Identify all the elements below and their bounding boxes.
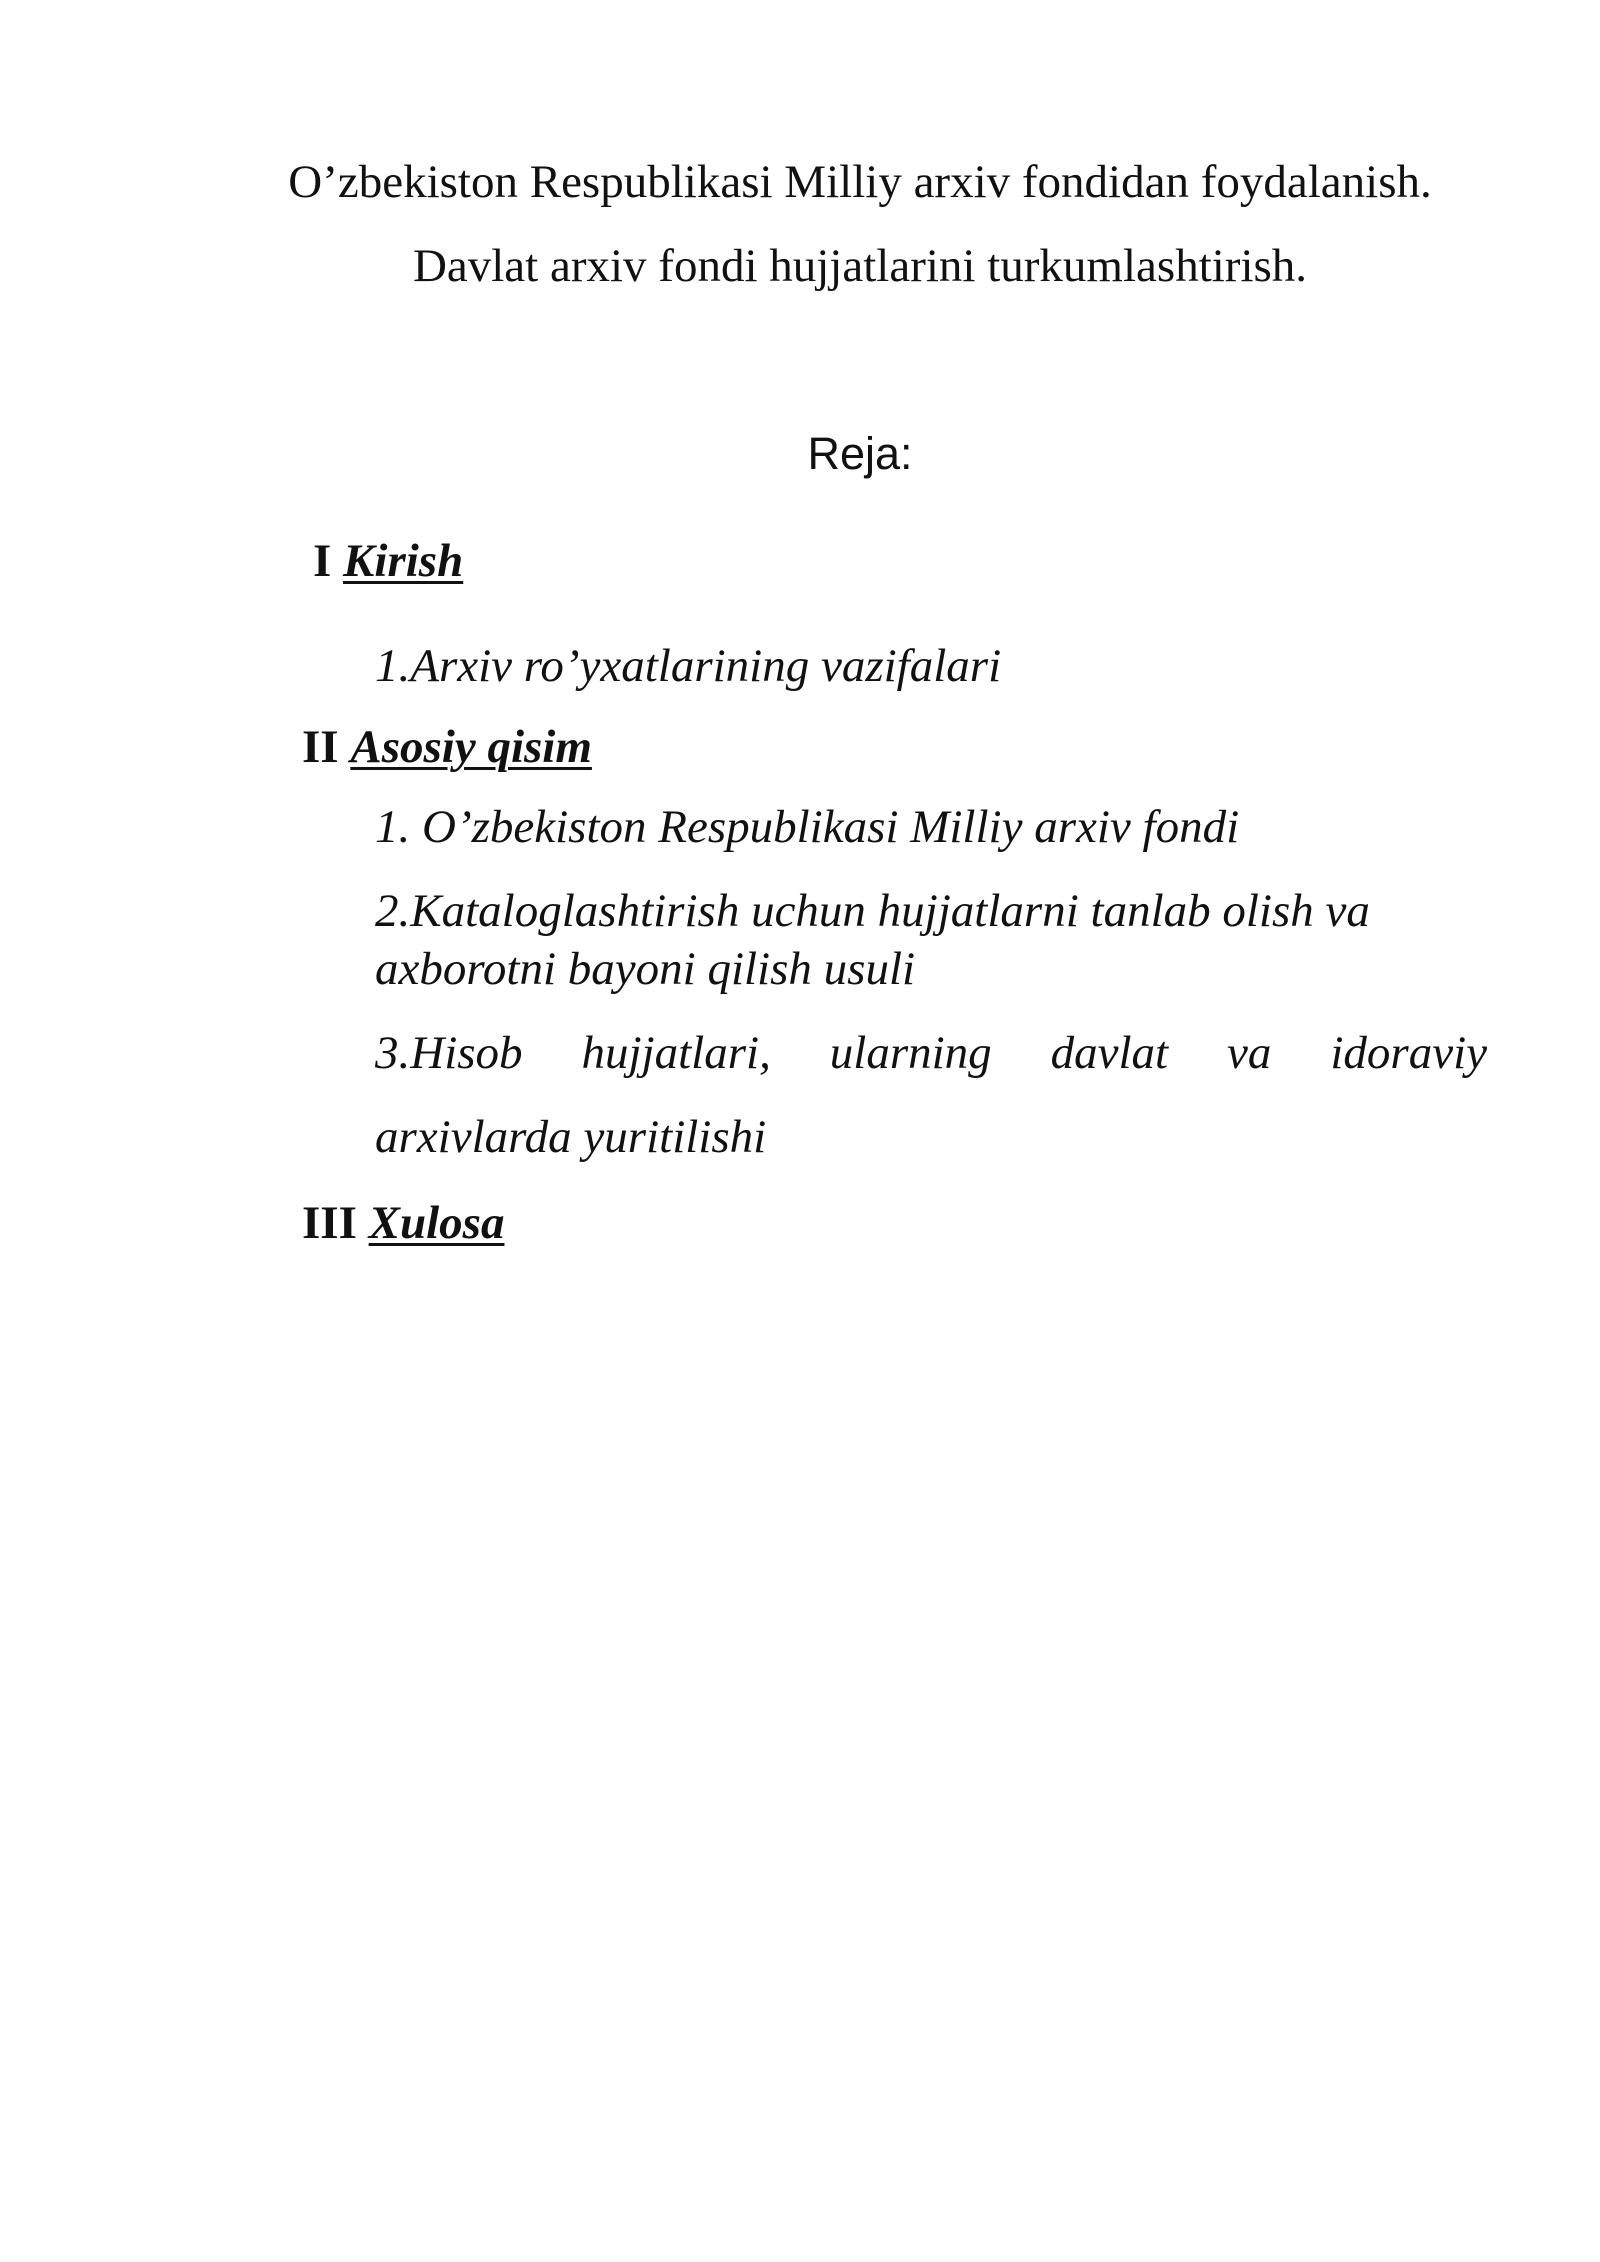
section-1-item-1: 1.Arxiv ro’yxatlarining vazifalari — [375, 640, 1002, 692]
section-number: III — [302, 1197, 357, 1249]
justified-word: davlat — [1050, 1027, 1169, 1079]
section-xulosa — [302, 1193, 504, 1253]
justified-word: ularning — [829, 1027, 992, 1079]
section-title: Asosiy qisim — [350, 721, 592, 773]
justified-word: va — [1227, 1027, 1272, 1079]
plan-heading: Reja: — [807, 428, 913, 479]
section-2-item-2-line-2: axborotni bayoni qilish usuli — [375, 943, 916, 995]
section-number: I — [313, 535, 332, 587]
section-kirish — [313, 531, 463, 591]
section-title: Kirish — [343, 535, 464, 587]
section-2-item-3-line-1 — [375, 1024, 1487, 1082]
justified-word: hujjatlari, — [581, 1027, 771, 1079]
document-title-line-2: Davlat arxiv fondi hujjatlarini turkumlashtirish. — [412, 240, 1308, 292]
document-title-line-1: O’zbekiston Respublikasi Milliy arxiv fondidan foydalanish. — [288, 156, 1432, 208]
section-number: II — [302, 721, 339, 773]
section-asosiy-qisim — [302, 717, 592, 777]
justified-word: idoraviy — [1330, 1027, 1487, 1079]
section-2-item-3-line-2: arxivlarda yuritilishi — [375, 1111, 767, 1163]
section-2-item-2-line-1: 2.Kataloglashtirish uchun hujjatlarni tanlab olish va — [375, 885, 1370, 937]
justified-word: 3.Hisob — [375, 1027, 523, 1079]
section-2-item-1: 1. O’zbekiston Respublikasi Milliy arxiv fondi — [375, 801, 1240, 853]
section-title: Xulosa — [368, 1197, 505, 1249]
